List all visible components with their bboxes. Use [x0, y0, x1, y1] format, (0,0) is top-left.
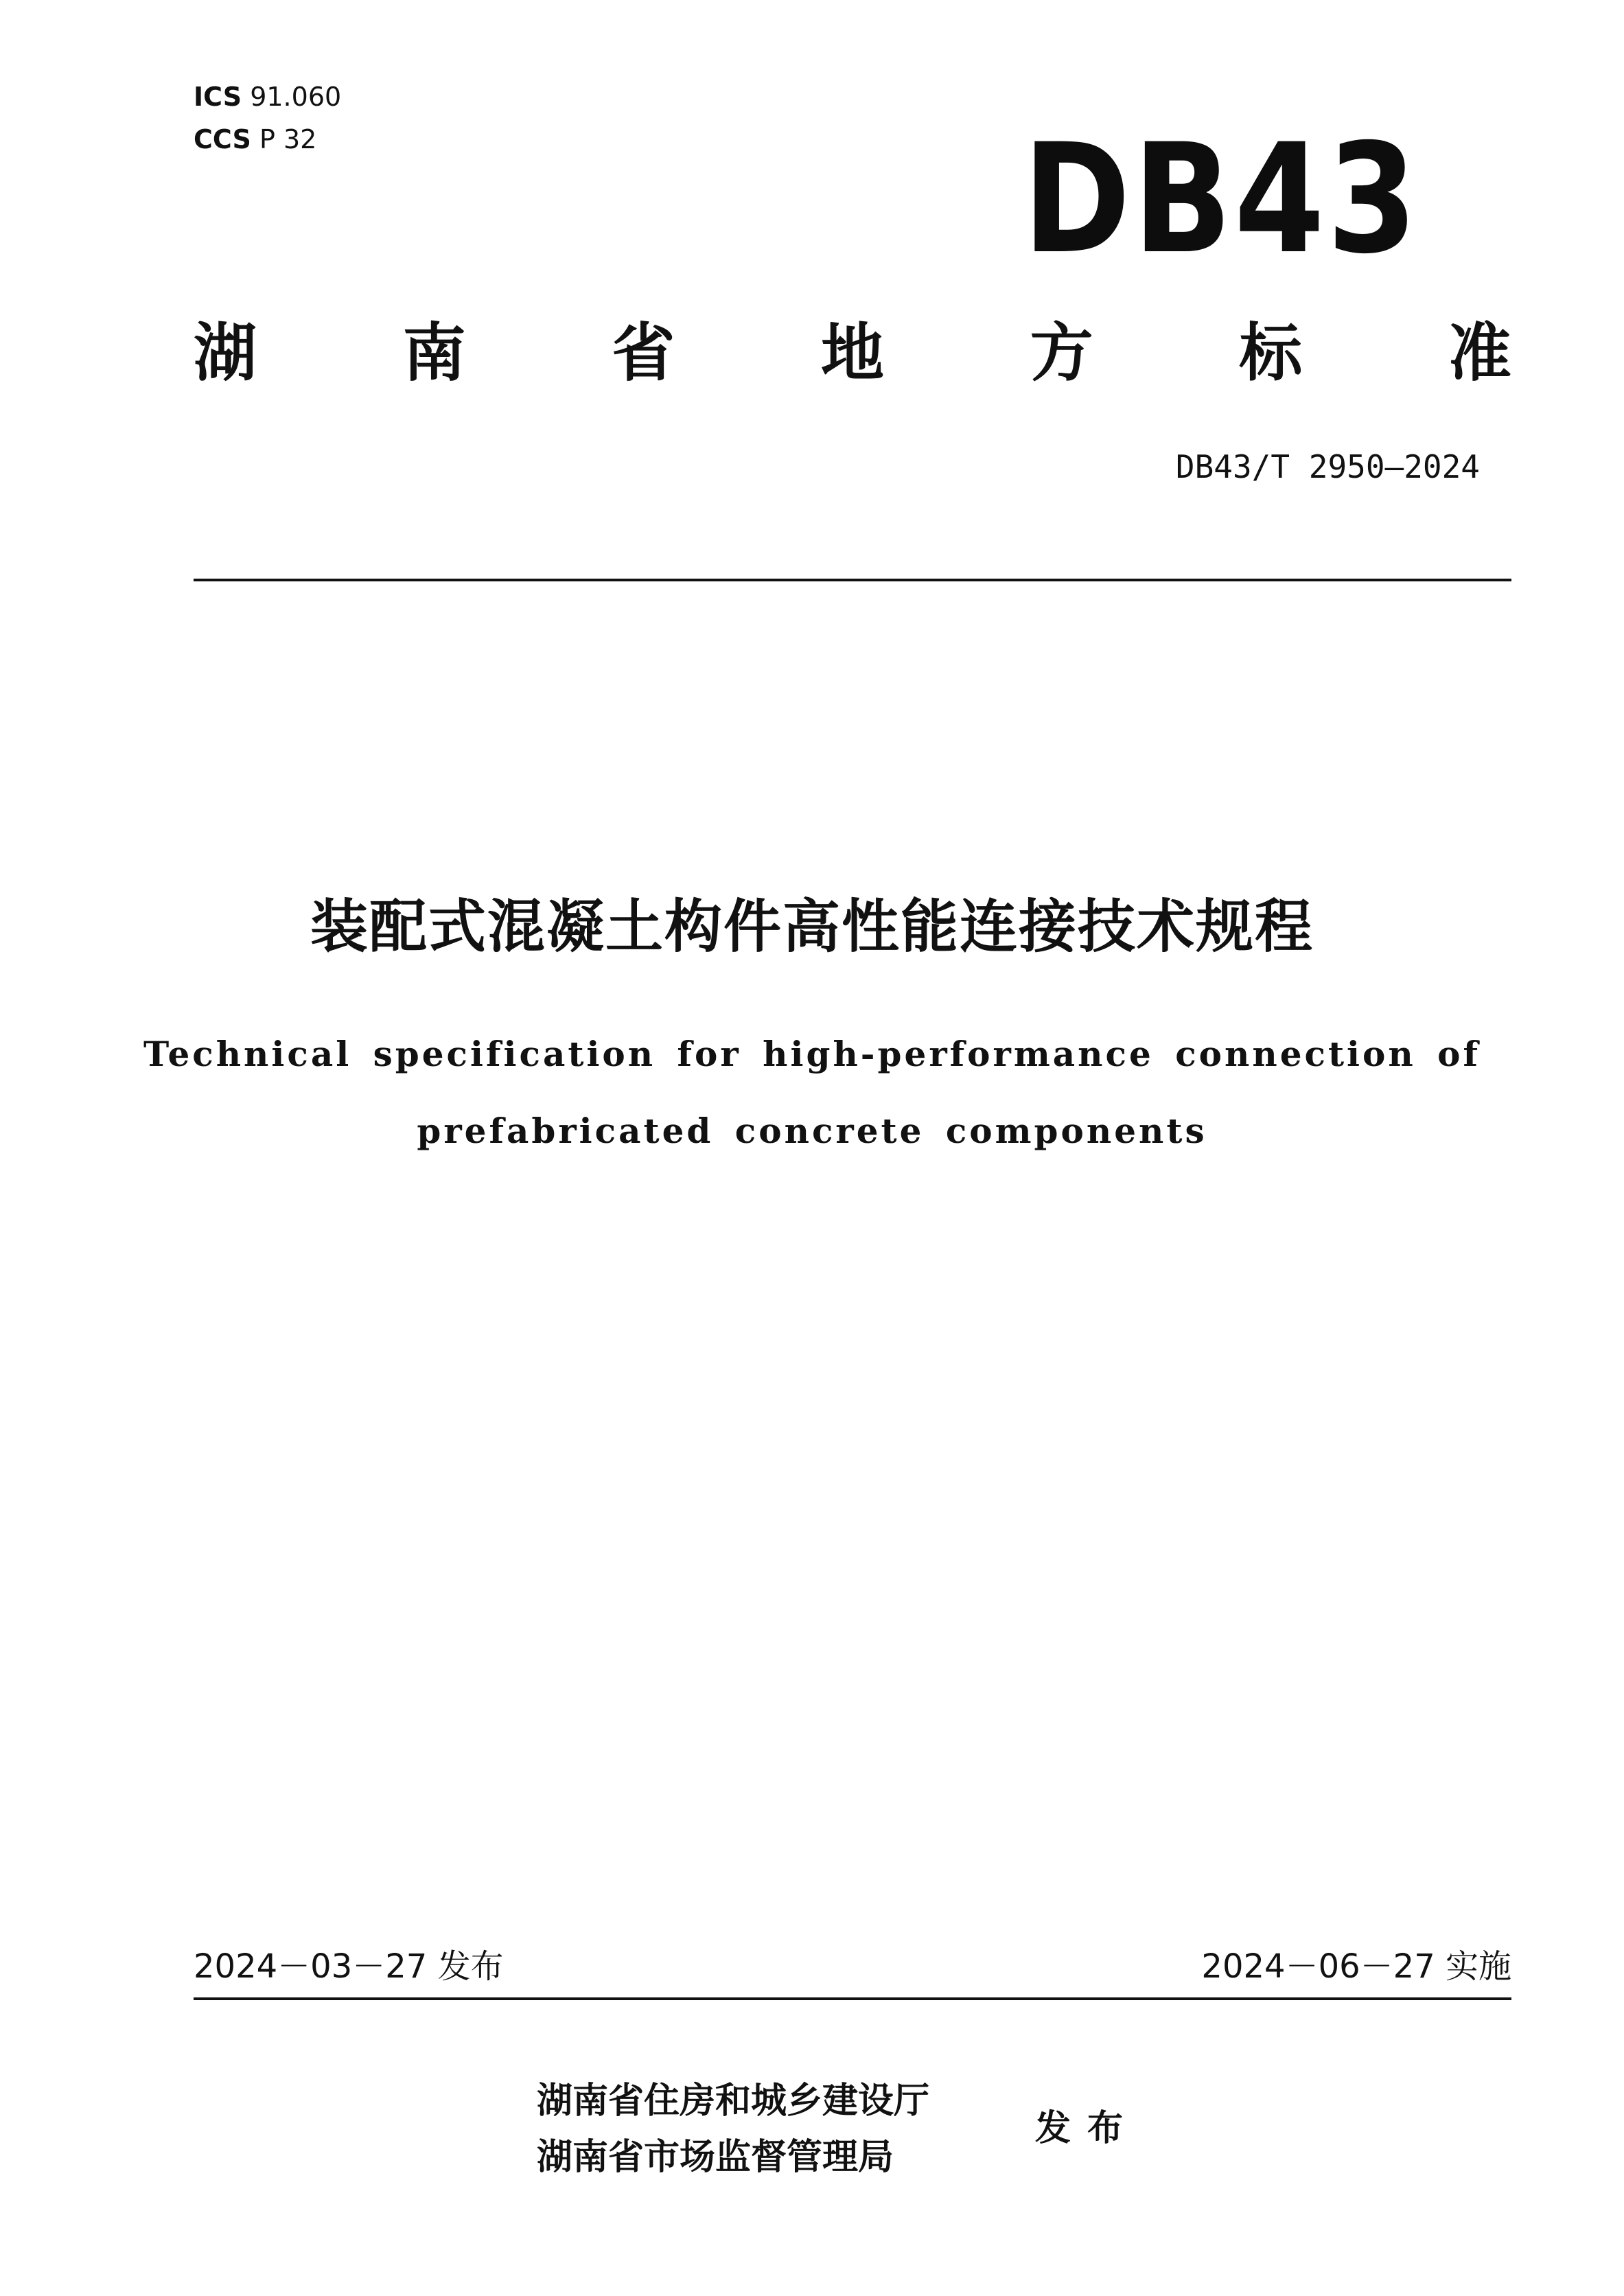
dates-row	[194, 1936, 1511, 1997]
standard-type-char: 湖	[194, 316, 257, 390]
db43-logo: DB43	[1023, 111, 1420, 287]
issue-action-label: 发布	[1035, 2108, 1140, 2149]
title-english-line-1: Technical specification for high-performance connection of	[143, 1034, 1481, 1074]
bottom-divider	[194, 1997, 1511, 2000]
ics-code-line	[194, 76, 341, 118]
title-chinese: 装配式混凝土构件高性能连接技术规程	[310, 893, 1314, 960]
issuer-org-1: 湖南省住房和城乡建设厅	[537, 2080, 930, 2122]
standard-type-char: 南	[402, 316, 466, 390]
standard-type-char: 方	[1030, 316, 1093, 390]
title-english	[0, 1016, 1624, 1170]
ccs-label: CCS	[194, 124, 251, 154]
ccs-code: P 32	[259, 124, 317, 154]
title-english-line-2: prefabricated concrete components	[417, 1111, 1207, 1151]
standard-type-char: 标	[1239, 316, 1303, 390]
issuing-organizations	[537, 2073, 929, 2185]
top-divider	[194, 579, 1511, 581]
issue-date: 2024－03－27 发布	[194, 1947, 504, 1986]
issuer-org-2: 湖南省市场监督管理局	[537, 2137, 894, 2178]
standard-type-char: 地	[820, 316, 884, 390]
classification-codes	[194, 76, 341, 161]
standard-type-char: 准	[1448, 316, 1511, 390]
ccs-code-line	[194, 118, 341, 161]
standard-type-heading	[194, 309, 1511, 398]
ics-code: 91.060	[250, 82, 342, 112]
standard-number: DB43/T 2950—2024	[1175, 448, 1480, 485]
implementation-date: 2024－06－27 实施	[1201, 1947, 1511, 1986]
standard-type-char: 省	[612, 316, 675, 390]
ics-label: ICS	[194, 82, 242, 112]
